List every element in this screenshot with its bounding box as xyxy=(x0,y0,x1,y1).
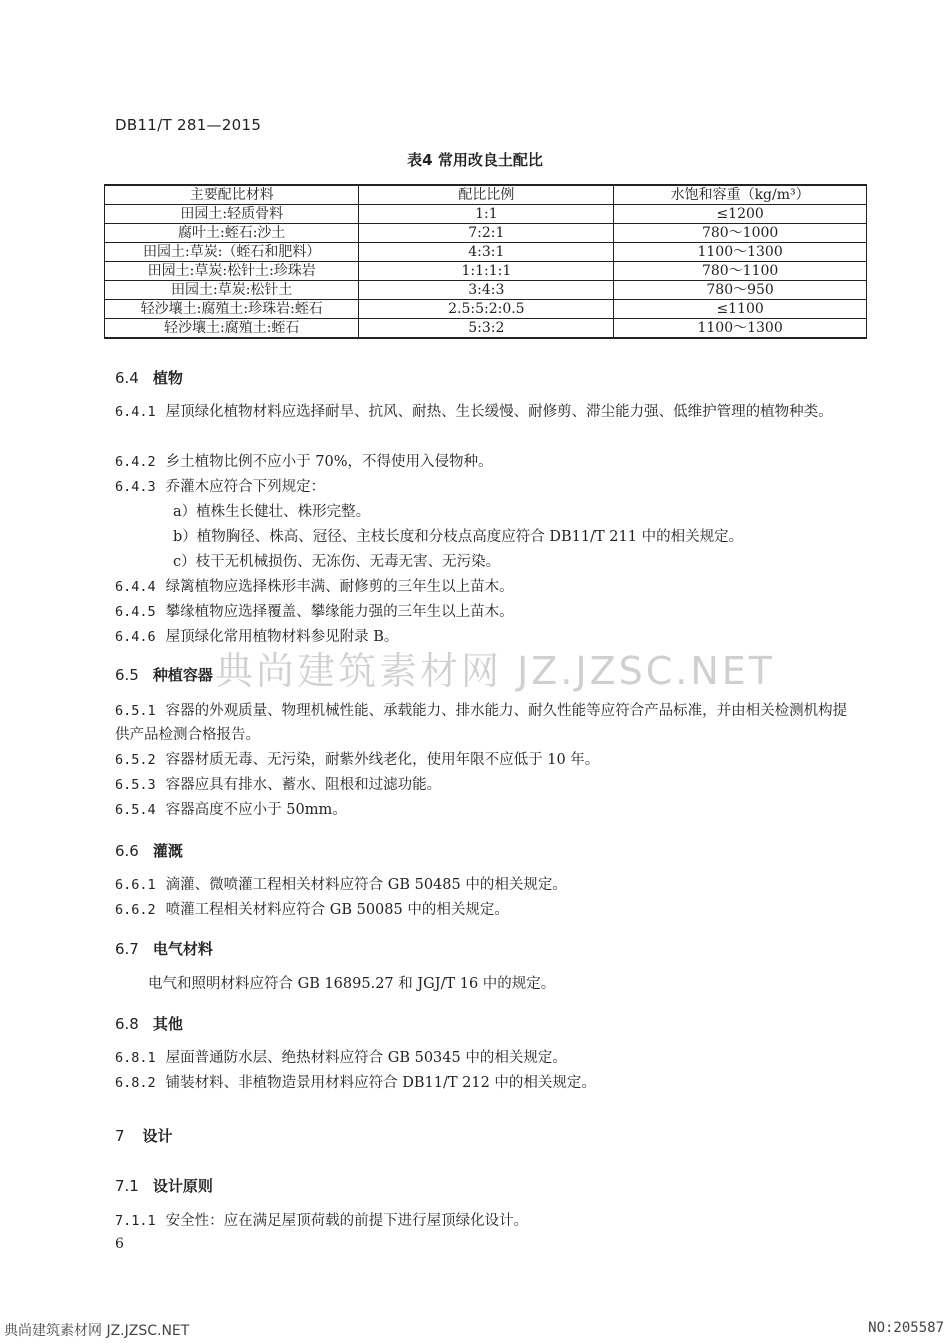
chapter-title: 设计 xyxy=(142,1127,173,1145)
section-title: 种植容器 xyxy=(152,666,213,684)
clause-number: 6.5.2 xyxy=(115,752,156,768)
section-heading-6-8 xyxy=(115,1013,183,1034)
clause-6-7-text: 电气和照明材料应符合 GB 16895.27 和 JGJ/T 16 中的规定。 xyxy=(148,976,556,992)
clause-6-4-3 xyxy=(115,475,860,499)
section-title: 其他 xyxy=(152,1015,183,1033)
list-item-b: b）植物胸径、株高、冠径、主枝长度和分枝点高度应符合 DB11/T 211 中的相关规定。 xyxy=(173,529,744,545)
clause-text: 容器的外观质量、物理机械性能、承载能力、排水能力、耐久性能等应符合产品标准，并由相关检测机构提供产品检测合格报告。 xyxy=(115,703,848,743)
document-code: DB11/T 281—2015 xyxy=(115,116,262,134)
section-heading-6-6 xyxy=(115,840,183,861)
section-number: 6.4 xyxy=(115,369,139,387)
clause-6-5-4 xyxy=(115,798,860,822)
header-ratio: 配比比例 xyxy=(359,185,614,205)
clause-text: 绿篱植物应选择株形丰满、耐修剪的三年生以上苗木。 xyxy=(165,579,514,595)
section-number: 7.1 xyxy=(115,1177,139,1195)
clause-number: 6.5.1 xyxy=(115,703,156,719)
table-header-row xyxy=(105,185,867,205)
cell-ratio: 4:3:1 xyxy=(359,243,614,262)
clause-text: 屋顶绿化常用植物材料参见附录 B。 xyxy=(165,629,399,645)
cell-density: 780～1100 xyxy=(614,262,867,281)
clause-number: 6.5.4 xyxy=(115,802,156,818)
clause-6-5-3 xyxy=(115,773,860,797)
cell-density: 1100～1300 xyxy=(614,243,867,262)
clause-number: 6.8.1 xyxy=(115,1050,156,1066)
soil-ratio-table xyxy=(104,184,867,339)
chapter-number: 7 xyxy=(115,1127,125,1145)
clause-text: 攀缘植物应选择覆盖、攀缘能力强的三年生以上苗木。 xyxy=(165,604,514,620)
section-number: 6.8 xyxy=(115,1015,139,1033)
cell-material: 田园土:草炭:（蛭石和肥料） xyxy=(105,243,359,262)
section-heading-6-7 xyxy=(115,938,213,959)
section-title: 灌溉 xyxy=(152,842,183,860)
cell-ratio: 5:3:2 xyxy=(359,319,614,339)
clause-6-6-2 xyxy=(115,898,860,922)
table-row xyxy=(105,224,867,243)
header-density: 水饱和容重（kg/m³） xyxy=(614,185,867,205)
cell-ratio: 1:1:1:1 xyxy=(359,262,614,281)
page-number: 6 xyxy=(115,1236,124,1252)
cell-material: 田园土:草炭:松针土:珍珠岩 xyxy=(105,262,359,281)
clause-text: 容器材质无毒、无污染，耐紫外线老化，使用年限不应低于 10 年。 xyxy=(165,752,600,768)
table-title: 表4 常用改良土配比 xyxy=(407,151,543,169)
clause-text: 屋顶绿化植物材料应选择耐旱、抗风、耐热、生长缓慢、耐修剪、滞尘能力强、低维护管理的植物种类。 xyxy=(165,404,833,420)
clause-text: 乔灌木应符合下列规定： xyxy=(165,479,326,495)
section-number: 6.5 xyxy=(115,666,139,684)
clause-number: 6.4.5 xyxy=(115,604,156,620)
table-row xyxy=(105,262,867,281)
section-heading-6-5 xyxy=(115,664,213,685)
clause-6-4-2 xyxy=(115,450,860,474)
cell-ratio: 1:1 xyxy=(359,205,614,224)
cell-material: 轻沙壤土:腐殖土:珍珠岩:蛭石 xyxy=(105,300,359,319)
chapter-heading-7 xyxy=(115,1125,173,1146)
section-title: 植物 xyxy=(152,369,183,387)
cell-material: 轻沙壤土:腐殖土:蛭石 xyxy=(105,319,359,339)
table-row xyxy=(105,281,867,300)
clause-number: 6.4.1 xyxy=(115,404,156,420)
cell-ratio: 2.5:5:2:0.5 xyxy=(359,300,614,319)
cell-material: 田园土:草炭:松针土 xyxy=(105,281,359,300)
section-title: 电气材料 xyxy=(152,940,213,958)
clause-text: 乡土植物比例不应小于 70%，不得使用入侵物种。 xyxy=(165,454,493,470)
cell-density: 780～1000 xyxy=(614,224,867,243)
section-number: 6.6 xyxy=(115,842,139,860)
clause-number: 6.4.2 xyxy=(115,454,156,470)
clause-6-8-1 xyxy=(115,1046,860,1070)
cell-density: ≤1200 xyxy=(614,205,867,224)
clause-text: 容器应具有排水、蓄水、阻根和过滤功能。 xyxy=(165,777,442,793)
table-row xyxy=(105,205,867,224)
footer-site-name: 典尚建筑素材网 JZ.JZSC.NET xyxy=(4,1323,190,1339)
table-row xyxy=(105,300,867,319)
cell-material: 田园土:轻质骨料 xyxy=(105,205,359,224)
cell-ratio: 3:4:3 xyxy=(359,281,614,300)
clause-text: 滴灌、微喷灌工程相关材料应符合 GB 50485 中的相关规定。 xyxy=(165,877,567,893)
cell-ratio: 7:2:1 xyxy=(359,224,614,243)
list-item-c: c）枝干无机械损伤、无冻伤、无毒无害、无污染。 xyxy=(173,554,501,570)
clause-7-1-1 xyxy=(115,1209,860,1233)
clause-text: 铺装材料、非植物造景用材料应符合 DB11/T 212 中的相关规定。 xyxy=(165,1075,596,1091)
watermark: 典尚建筑素材网 JZ.JZSC.NET xyxy=(215,649,776,693)
header-material: 主要配比材料 xyxy=(105,185,359,205)
list-item-a: a）植株生长健壮、株形完整。 xyxy=(173,504,371,520)
clause-number: 6.5.3 xyxy=(115,777,156,793)
clause-6-8-2 xyxy=(115,1071,860,1095)
clause-number: 6.6.2 xyxy=(115,902,156,918)
clause-6-4-4 xyxy=(115,575,860,599)
cell-material: 腐叶土:蛭石:沙土 xyxy=(105,224,359,243)
clause-6-4-5 xyxy=(115,600,860,624)
section-number: 6.7 xyxy=(115,940,139,958)
footer-id-number: NO:205587 xyxy=(868,1320,944,1336)
clause-6-5-1 xyxy=(115,699,860,747)
clause-text: 安全性：应在满足屋顶荷载的前提下进行屋顶绿化设计。 xyxy=(165,1213,529,1229)
clause-text: 容器高度不应小于 50mm。 xyxy=(165,802,347,818)
clause-text: 喷灌工程相关材料应符合 GB 50085 中的相关规定。 xyxy=(165,902,509,918)
cell-density: ≤1100 xyxy=(614,300,867,319)
clause-number: 6.4.6 xyxy=(115,629,156,645)
clause-6-4-1 xyxy=(115,400,860,424)
clause-6-5-2 xyxy=(115,748,860,772)
clause-text: 屋面普通防水层、绝热材料应符合 GB 50345 中的相关规定。 xyxy=(165,1050,567,1066)
clause-number: 6.8.2 xyxy=(115,1075,156,1091)
cell-density: 780～950 xyxy=(614,281,867,300)
clause-number: 6.4.3 xyxy=(115,479,156,495)
section-heading-6-4 xyxy=(115,367,183,388)
table-row xyxy=(105,319,867,339)
clause-number: 6.6.1 xyxy=(115,877,156,893)
clause-number: 7.1.1 xyxy=(115,1213,156,1229)
table-row xyxy=(105,243,867,262)
cell-density: 1100～1300 xyxy=(614,319,867,339)
section-heading-7-1 xyxy=(115,1175,213,1196)
clause-number: 6.4.4 xyxy=(115,579,156,595)
section-title: 设计原则 xyxy=(152,1177,213,1195)
clause-6-6-1 xyxy=(115,873,860,897)
